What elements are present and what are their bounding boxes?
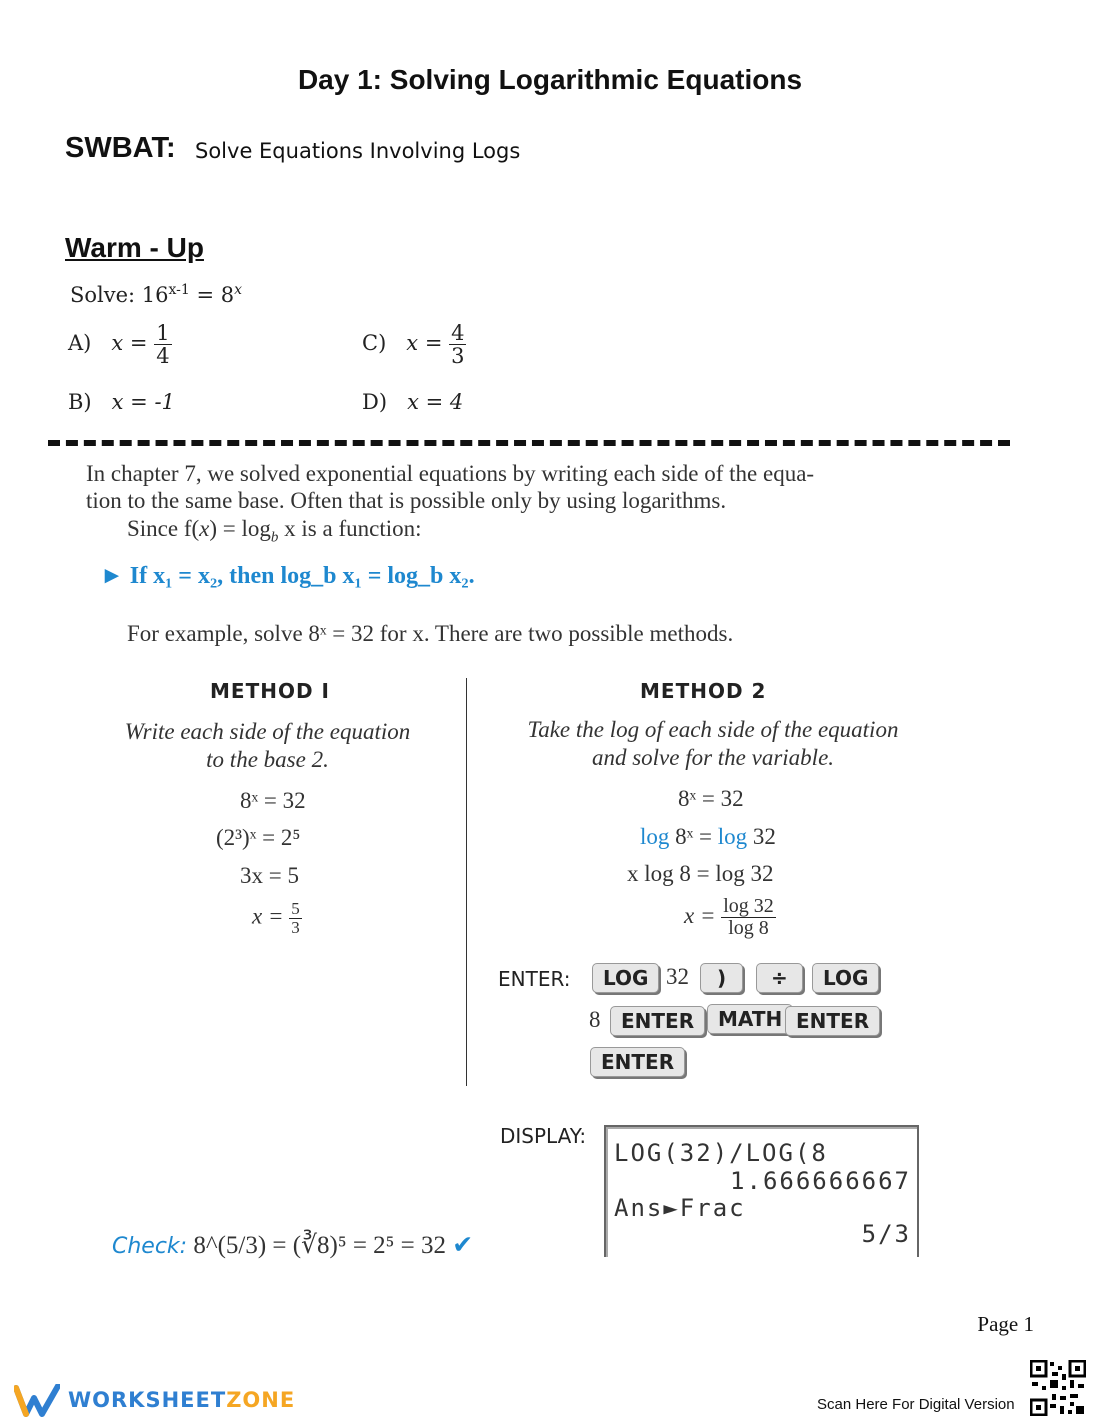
method-2-heading: METHOD 2 bbox=[640, 679, 767, 703]
page-number: Page 1 bbox=[977, 1312, 1034, 1336]
option-c: C) x = $\frac{4}{3}$ bbox=[362, 321, 465, 369]
brand-name: WORKSHEETZONE bbox=[68, 1388, 296, 1412]
section-divider bbox=[48, 440, 1010, 446]
enter-key-3[interactable]: ENTER bbox=[590, 1047, 685, 1077]
method-1-heading: METHOD I bbox=[210, 679, 330, 703]
log-key-2[interactable]: LOG bbox=[812, 963, 879, 993]
display-line-2: 1.666666667 bbox=[730, 1167, 911, 1195]
method-1-eq-1: 8ˣ = 32 bbox=[240, 788, 306, 813]
method-1-eq-4: x = $\frac{5}{3}$ bbox=[252, 899, 300, 937]
intro-line-2: tion to the same base. Often that is possible only by using logarithms. bbox=[86, 488, 727, 513]
swbat-text: Solve Equations Involving Logs bbox=[195, 139, 521, 163]
method-1-eq-3: 3x = 5 bbox=[240, 863, 299, 888]
checkmark-icon: ✔ bbox=[452, 1232, 474, 1259]
divide-key[interactable]: ÷ bbox=[756, 963, 803, 993]
close-paren-key[interactable]: ) bbox=[700, 963, 743, 993]
log-key[interactable]: LOG bbox=[592, 963, 659, 993]
option-a: A) x = $\frac{1}{4}$ bbox=[68, 321, 170, 369]
display-line-1: LOG(32)/LOG(8 bbox=[614, 1139, 828, 1167]
intro-line-1: In chapter 7, we solved exponential equations by writing each side of the equa- bbox=[86, 461, 815, 486]
qr-code-icon[interactable] bbox=[1030, 1360, 1086, 1416]
enter-label: ENTER: bbox=[498, 967, 571, 991]
option-b: B) x = -1 bbox=[68, 390, 175, 414]
enter-key[interactable]: ENTER bbox=[610, 1006, 705, 1036]
check-line bbox=[112, 1230, 473, 1260]
number-32: 32 bbox=[666, 964, 689, 989]
calculator-display bbox=[604, 1125, 919, 1257]
method-1-eq-2: (2³)ˣ = 2⁵ bbox=[216, 825, 301, 850]
option-d: D) x = 4 bbox=[362, 390, 464, 414]
method-2-description: Take the log of each side of the equation and solve for the variable. bbox=[527, 717, 899, 770]
warmup-prompt: Solve: $16^{x-1} = 8^x$ bbox=[70, 282, 243, 307]
method-2-eq-4: x = $\frac{\log 32}{\log 8}$ bbox=[684, 895, 774, 939]
swbat-label: SWBAT: bbox=[65, 132, 176, 164]
method-2-eq-2: log 8ˣ = log 32 bbox=[640, 824, 776, 849]
display-line-3: Ans►Frac bbox=[614, 1194, 746, 1222]
method-1-description: Write each side of the equation to the base 2. bbox=[124, 719, 411, 772]
check-expression: 8^(5/3) = (∛8)⁵ = 2⁵ = 32 bbox=[193, 1232, 446, 1259]
intro-line-3: Since $f(x) = \log_b x$ is a function: bbox=[127, 516, 422, 546]
display-line-4: 5/3 bbox=[861, 1220, 911, 1248]
worksheetzone-logo-icon bbox=[14, 1384, 60, 1418]
method-2-eq-3: x log 8 = log 32 bbox=[627, 861, 774, 886]
math-key[interactable]: MATH bbox=[707, 1004, 793, 1034]
number-8: 8 bbox=[589, 1007, 601, 1032]
method-divider bbox=[466, 678, 467, 1086]
enter-key-2[interactable]: ENTER bbox=[785, 1006, 880, 1036]
method-2-eq-1: 8ˣ = 32 bbox=[678, 786, 744, 811]
warmup-heading: Warm - Up bbox=[65, 232, 204, 263]
page-title: Day 1: Solving Logarithmic Equations bbox=[297, 64, 803, 95]
example-text: For example, solve 8ˣ = 32 for x. There are two possible methods. bbox=[127, 621, 734, 646]
check-label: Check: bbox=[112, 1234, 188, 1259]
display-label: DISPLAY: bbox=[500, 1124, 587, 1148]
scan-text: Scan Here For Digital Version bbox=[817, 1396, 1015, 1413]
log-property-rule: ► If x₁ = x₂, then log_b x₁ = log_b x₂. bbox=[100, 563, 475, 589]
